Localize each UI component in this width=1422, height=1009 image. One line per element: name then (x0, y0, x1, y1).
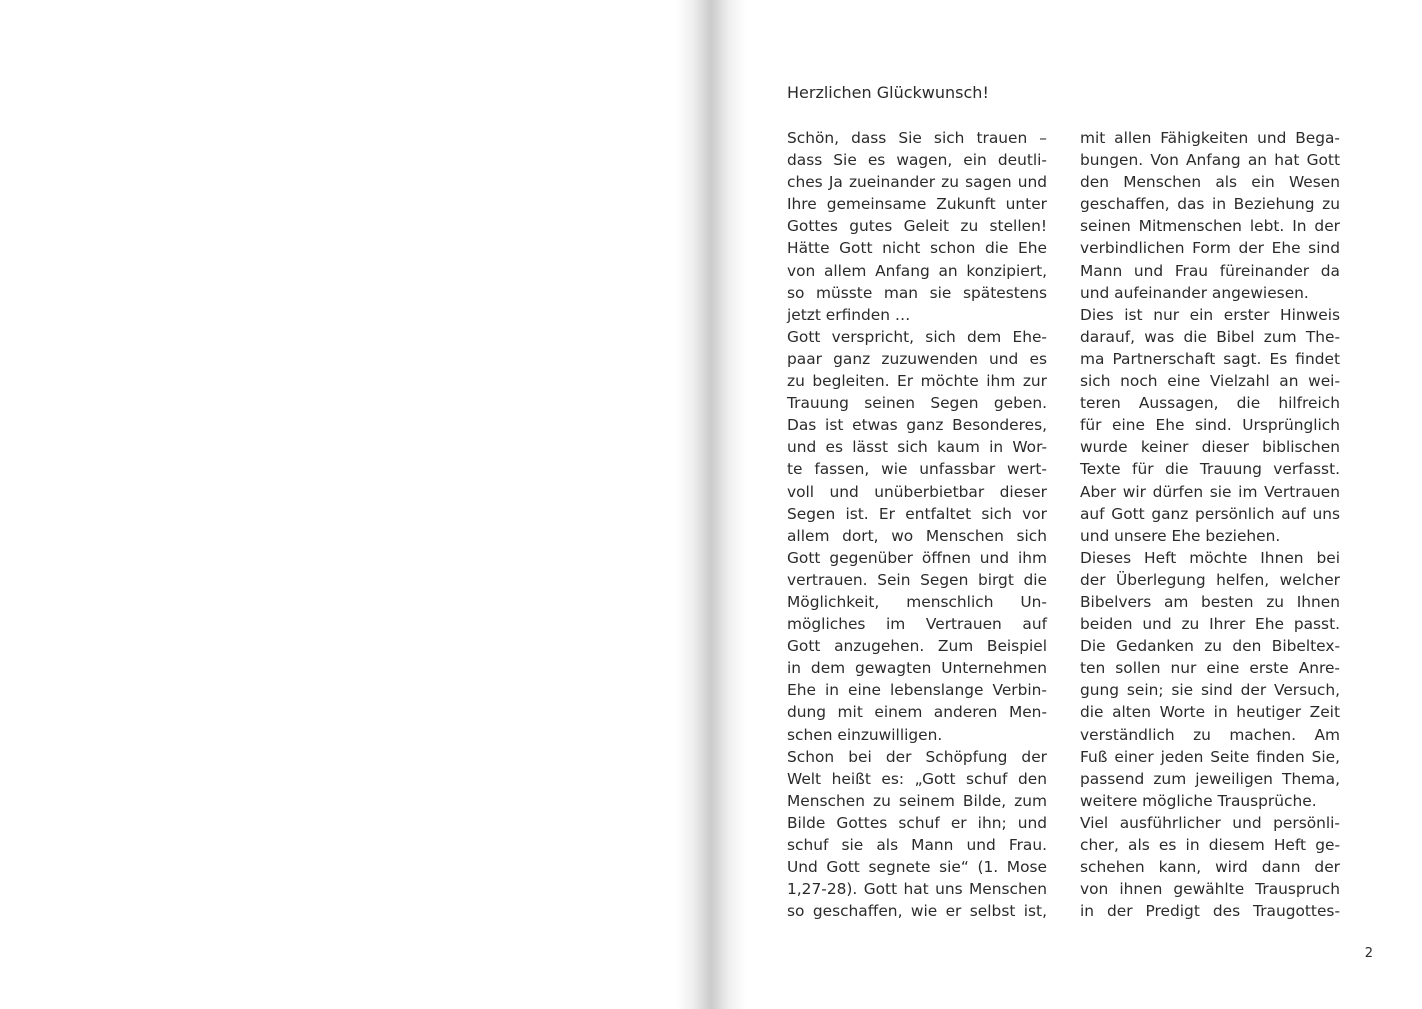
text-line: ma Partnerschaft sagt. Es findet (1080, 349, 1340, 368)
text-line: von allem Anfang an konzipiert, (787, 261, 1047, 280)
text-line: auf Gott ganz persönlich auf uns (1080, 504, 1340, 523)
text-line: beiden und zu Ihrer Ehe passt. (1080, 615, 1340, 634)
text-line: Hätte Gott nicht schon die Ehe (787, 239, 1047, 258)
text-line: ten sollen nur eine erste Anre- (1080, 659, 1340, 678)
text-line: zu begleiten. Er möchte ihm zur (787, 372, 1047, 391)
text-line: mögliches im Vertrauen auf (787, 615, 1047, 634)
page-heading: Herzlichen Glückwunsch! (787, 83, 989, 102)
text-line: Gottes gutes Geleit zu stellen! (787, 217, 1047, 236)
text-line: te fassen, wie unfassbar wert- (787, 460, 1047, 479)
text-line: von ihnen gewählte Trauspruch (1080, 880, 1340, 899)
text-line: Viel ausführlicher und persönli- (1080, 813, 1340, 832)
text-line: teren Aussagen, die hilfreich (1080, 394, 1340, 413)
text-line: darauf, was die Bibel zum The- (1080, 327, 1340, 346)
text-line: cher, als es in diesem Heft ge- (1080, 836, 1340, 854)
text-line: und unsere Ehe beziehen. (1080, 526, 1281, 545)
text-line: und es lässt sich kaum in Wor- (787, 438, 1047, 457)
text-line: Die Gedanken zu den Bibeltex- (1080, 637, 1340, 656)
text-line: verständlich zu machen. Am (1080, 725, 1340, 744)
text-line: Ihre gemeinsame Zukunft unter (787, 195, 1047, 214)
text-line: mit allen Fähigkeiten und Bega- (1080, 129, 1340, 147)
text-column-right (1080, 127, 1340, 922)
text-line: Gott anzugehen. Zum Beispiel (787, 637, 1047, 656)
text-line: sich noch eine Vielzahl an wei- (1080, 372, 1340, 391)
text-line: Das ist etwas ganz Besonderes, (787, 416, 1047, 435)
text-line: und aufeinander angewiesen. (1080, 283, 1309, 302)
text-line: Möglichkeit, menschlich Un- (787, 592, 1047, 611)
text-line: Bilde Gottes schuf er ihn; und (787, 813, 1047, 832)
text-line: Aber wir dürfen sie im Vertrauen (1080, 482, 1340, 501)
text-line: Schön, dass Sie sich trauen – (787, 129, 1047, 147)
text-line: Fuß einer jeden Seite finden Sie, (1080, 747, 1340, 766)
text-line: ches Ja zueinander zu sagen und (787, 173, 1047, 192)
text-line: Mann und Frau füreinander da (1080, 261, 1340, 280)
text-line: für eine Ehe sind. Ursprünglich (1080, 416, 1340, 435)
book-gutter-shadow (676, 0, 746, 1009)
text-line: seinen Mitmenschen lebt. In der (1080, 217, 1340, 236)
text-line: dung mit einem anderen Men- (787, 703, 1047, 722)
text-line: in der Predigt des Traugottes- (1080, 902, 1340, 921)
text-line: bungen. Von Anfang an hat Gott (1080, 151, 1340, 170)
page-number: 2 (1364, 946, 1373, 961)
text-line: gung sein; sie sind der Versuch, (1080, 681, 1340, 700)
text-line: Welt heißt es: „Gott schuf den (787, 769, 1047, 788)
text-line: vertrauen. Sein Segen birgt die (787, 570, 1047, 589)
text-line: schen einzuwilligen. (787, 725, 943, 744)
text-line: wurde keiner dieser biblischen (1080, 438, 1340, 457)
text-line: voll und unüberbietbar dieser (787, 482, 1047, 501)
text-line: Dieses Heft möchte Ihnen bei (1080, 548, 1340, 567)
text-line: Gott gegenüber öffnen und ihm (787, 548, 1047, 567)
text-line: den Menschen als ein Wesen (1080, 173, 1340, 192)
text-line: jetzt erfinden … (787, 305, 911, 324)
text-line: Und Gott segnete sie“ (1. Mose (787, 858, 1047, 877)
text-line: Segen ist. Er entfaltet sich vor (787, 504, 1047, 523)
text-line: schuf sie als Mann und Frau. (787, 836, 1047, 854)
text-line: Texte für die Trauung verfasst. (1080, 460, 1340, 479)
text-line: verbindlichen Form der Ehe sind (1080, 239, 1340, 258)
text-line: schehen kann, wird dann der (1080, 858, 1340, 877)
text-line: passend zum jeweiligen Thema, (1080, 769, 1340, 788)
text-line: 1,27-28). Gott hat uns Menschen (787, 880, 1047, 899)
text-line: paar ganz zuzuwenden und es (787, 349, 1047, 368)
text-line: geschaffen, das in Beziehung zu (1080, 195, 1340, 214)
text-line: allem dort, wo Menschen sich (787, 526, 1047, 545)
text-line: weitere mögliche Trausprüche. (1080, 791, 1317, 810)
text-line: Menschen zu seinem Bilde, zum (787, 791, 1047, 810)
text-line: Ehe in eine lebenslange Verbin- (787, 681, 1047, 700)
text-line: Trauung seinen Segen geben. (787, 394, 1047, 413)
text-line: der Überlegung helfen, welcher (1080, 570, 1340, 589)
text-line: dass Sie es wagen, ein deutli- (787, 151, 1047, 170)
text-line: Bibelvers am besten zu Ihnen (1080, 592, 1340, 611)
text-line: so geschaffen, wie er selbst ist, (787, 902, 1047, 921)
text-line: Schon bei der Schöpfung der (787, 747, 1047, 766)
text-line: in dem gewagten Unternehmen (787, 659, 1047, 678)
text-line: die alten Worte in heutiger Zeit (1080, 703, 1340, 722)
text-line: Dies ist nur ein erster Hinweis (1080, 305, 1340, 324)
text-line: so müsste man sie spätestens (787, 283, 1047, 302)
text-line: Gott verspricht, sich dem Ehe- (787, 327, 1047, 346)
text-column-left (787, 127, 1047, 922)
